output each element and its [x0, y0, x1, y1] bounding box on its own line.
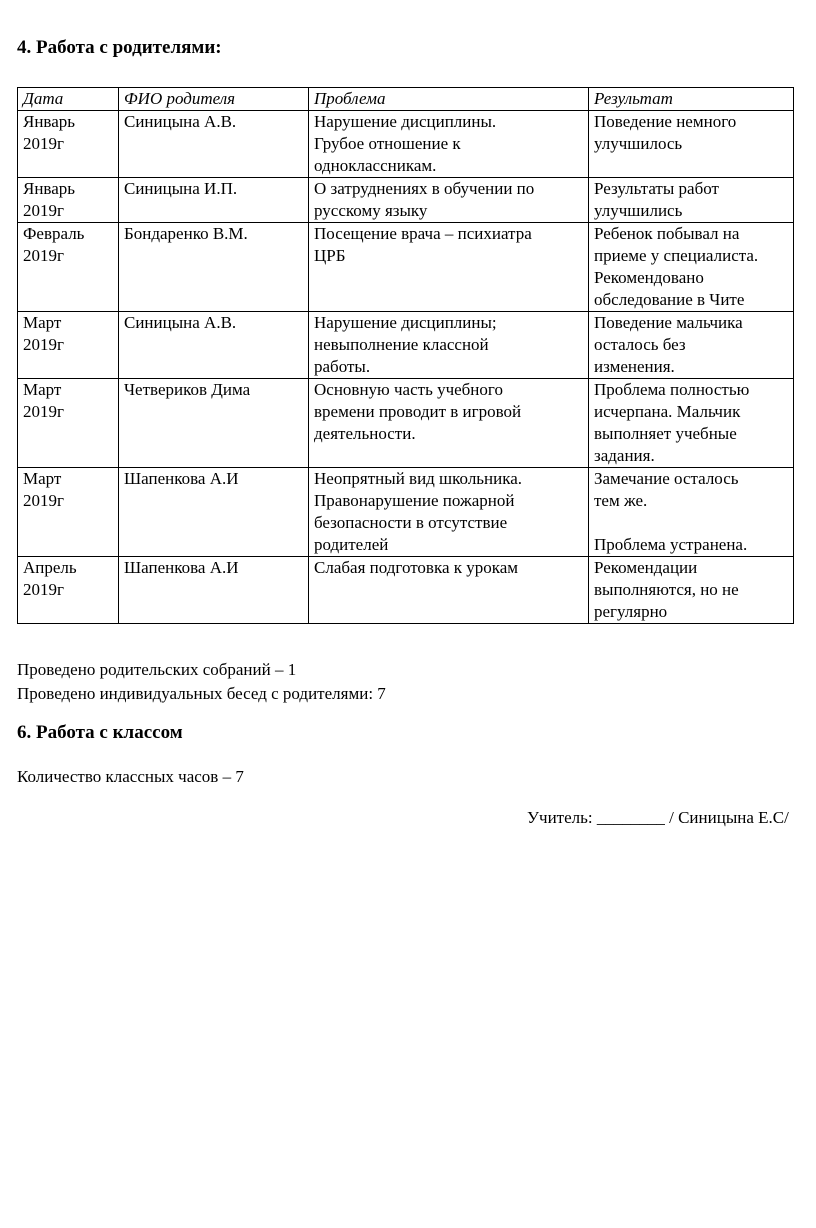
cell-text-line: Слабая подготовка к урокам — [314, 558, 519, 577]
cell-text-line: времени проводит в игровой — [314, 402, 522, 421]
cell-text-line: 2019г — [23, 246, 64, 265]
cell-date — [18, 468, 119, 557]
cell-problem — [309, 557, 589, 624]
cell-date — [18, 557, 119, 624]
class-hours-count: Количество классных часов – 7 — [17, 767, 244, 786]
cell-text-line: ЦРБ — [314, 246, 346, 265]
cell-date — [18, 312, 119, 379]
cell-parent-name — [119, 223, 309, 312]
cell-text-line: Четвериков Дима — [124, 380, 251, 399]
cell-result — [589, 223, 794, 312]
cell-text-line: Правонарушение пожарной — [314, 491, 515, 510]
cell-text-line: Проблема полностью — [594, 380, 750, 399]
cell-text-line: Шапенкова А.И — [124, 558, 239, 577]
cell-date — [18, 178, 119, 223]
table-header-row — [18, 88, 794, 111]
cell-text-line: О затруднениях в обучении по — [314, 179, 535, 198]
cell-text-line: приеме у специалиста. — [594, 246, 759, 265]
cell-text-line: Рекомендовано — [594, 268, 704, 287]
cell-text-line: Результаты работ — [594, 179, 719, 198]
table-row — [18, 468, 794, 557]
cell-text-line: Замечание осталось — [594, 469, 739, 488]
cell-text-line: Январь — [23, 112, 76, 131]
cell-text-line: одноклассникам. — [314, 156, 437, 175]
table-row — [18, 223, 794, 312]
cell-parent-name — [119, 557, 309, 624]
table-row — [18, 178, 794, 223]
cell-text-line: 2019г — [23, 134, 64, 153]
cell-text-line: Январь — [23, 179, 76, 198]
header-date: Дата — [18, 88, 119, 111]
cell-text-line: улучшилось — [594, 134, 683, 153]
cell-text-line: 2019г — [23, 402, 64, 421]
cell-text-line: работы. — [314, 357, 371, 376]
section-title-parents-work: 4. Работа с родителями: — [17, 37, 222, 58]
cell-text-line: Посещение врача – психиатра — [314, 224, 532, 243]
cell-parent-name — [119, 312, 309, 379]
header-parent-name: ФИО родителя — [119, 88, 309, 111]
cell-text-line: Шапенкова А.И — [124, 469, 239, 488]
table-row — [18, 379, 794, 468]
cell-text-line: выполняются, но не — [594, 580, 739, 599]
teacher-signature-line: Учитель: ________ / Синицына Е.С/ — [527, 808, 789, 827]
cell-text-line: безопасности в отсутствие — [314, 513, 508, 532]
table-row — [18, 312, 794, 379]
individual-talks-count: Проведено индивидуальных бесед с родителями: 7 — [17, 684, 386, 703]
cell-result — [589, 379, 794, 468]
cell-date — [18, 111, 119, 178]
section-title-class-work: 6. Работа с классом — [17, 722, 183, 743]
cell-date — [18, 379, 119, 468]
cell-result — [589, 178, 794, 223]
cell-text-line: обследование в Чите — [594, 290, 745, 309]
cell-text-line: Март — [23, 313, 62, 332]
table-row — [18, 111, 794, 178]
cell-parent-name — [119, 178, 309, 223]
table-body — [18, 111, 794, 624]
header-problem: Проблема — [309, 88, 589, 111]
cell-parent-name — [119, 111, 309, 178]
cell-parent-name — [119, 468, 309, 557]
cell-text-line: русскому языку — [314, 201, 428, 220]
cell-text-line: осталось без — [594, 335, 686, 354]
cell-result — [589, 468, 794, 557]
cell-text-line: изменения. — [594, 357, 675, 376]
cell-text-line: Поведение немного — [594, 112, 737, 131]
cell-text-line: Март — [23, 469, 62, 488]
cell-text-line: Синицына И.П. — [124, 179, 238, 198]
cell-text-line: Неопрятный вид школьника. — [314, 469, 523, 488]
cell-text-line: выполняет учебные — [594, 424, 737, 443]
cell-text-line: 2019г — [23, 201, 64, 220]
cell-text-line: 2019г — [23, 580, 64, 599]
cell-text-line: улучшились — [594, 201, 683, 220]
cell-date — [18, 223, 119, 312]
cell-text-line: Рекомендации — [594, 558, 698, 577]
cell-text-line: Синицына А.В. — [124, 112, 237, 131]
cell-text-line: Грубое отношение к — [314, 134, 461, 153]
cell-text-line: Синицына А.В. — [124, 313, 237, 332]
parent-meetings-count: Проведено родительских собраний – 1 — [17, 660, 297, 679]
cell-text-line: Нарушение дисциплины. — [314, 112, 497, 131]
header-result: Результат — [589, 88, 794, 111]
cell-parent-name — [119, 379, 309, 468]
cell-result — [589, 312, 794, 379]
cell-text-line: тем же. — [594, 491, 648, 510]
cell-text-line: Бондаренко В.М. — [124, 224, 248, 243]
cell-text-line: Март — [23, 380, 62, 399]
cell-blank-line — [594, 512, 789, 534]
cell-text-line: Ребенок побывал на — [594, 224, 740, 243]
cell-text-line: Проблема устранена. — [594, 535, 748, 554]
cell-text-line: регулярно — [594, 602, 668, 621]
cell-text-line: деятельности. — [314, 424, 416, 443]
cell-text-line: Февраль — [23, 224, 85, 243]
cell-result — [589, 111, 794, 178]
cell-text-line: 2019г — [23, 335, 64, 354]
cell-problem — [309, 379, 589, 468]
table-row — [18, 557, 794, 624]
cell-text-line: Поведение мальчика — [594, 313, 743, 332]
cell-text-line: Нарушение дисциплины; — [314, 313, 497, 332]
cell-text-line: Апрель — [23, 558, 77, 577]
cell-text-line: родителей — [314, 535, 389, 554]
parents-work-table — [17, 87, 794, 624]
cell-text-line: 2019г — [23, 491, 64, 510]
cell-text-line: невыполнение классной — [314, 335, 489, 354]
cell-problem — [309, 468, 589, 557]
cell-text-line: Основную часть учебного — [314, 380, 503, 399]
cell-text-line: исчерпана. Мальчик — [594, 402, 741, 421]
cell-text-line: задания. — [594, 446, 655, 465]
cell-result — [589, 557, 794, 624]
cell-problem — [309, 312, 589, 379]
cell-problem — [309, 223, 589, 312]
cell-problem — [309, 111, 589, 178]
cell-problem — [309, 178, 589, 223]
